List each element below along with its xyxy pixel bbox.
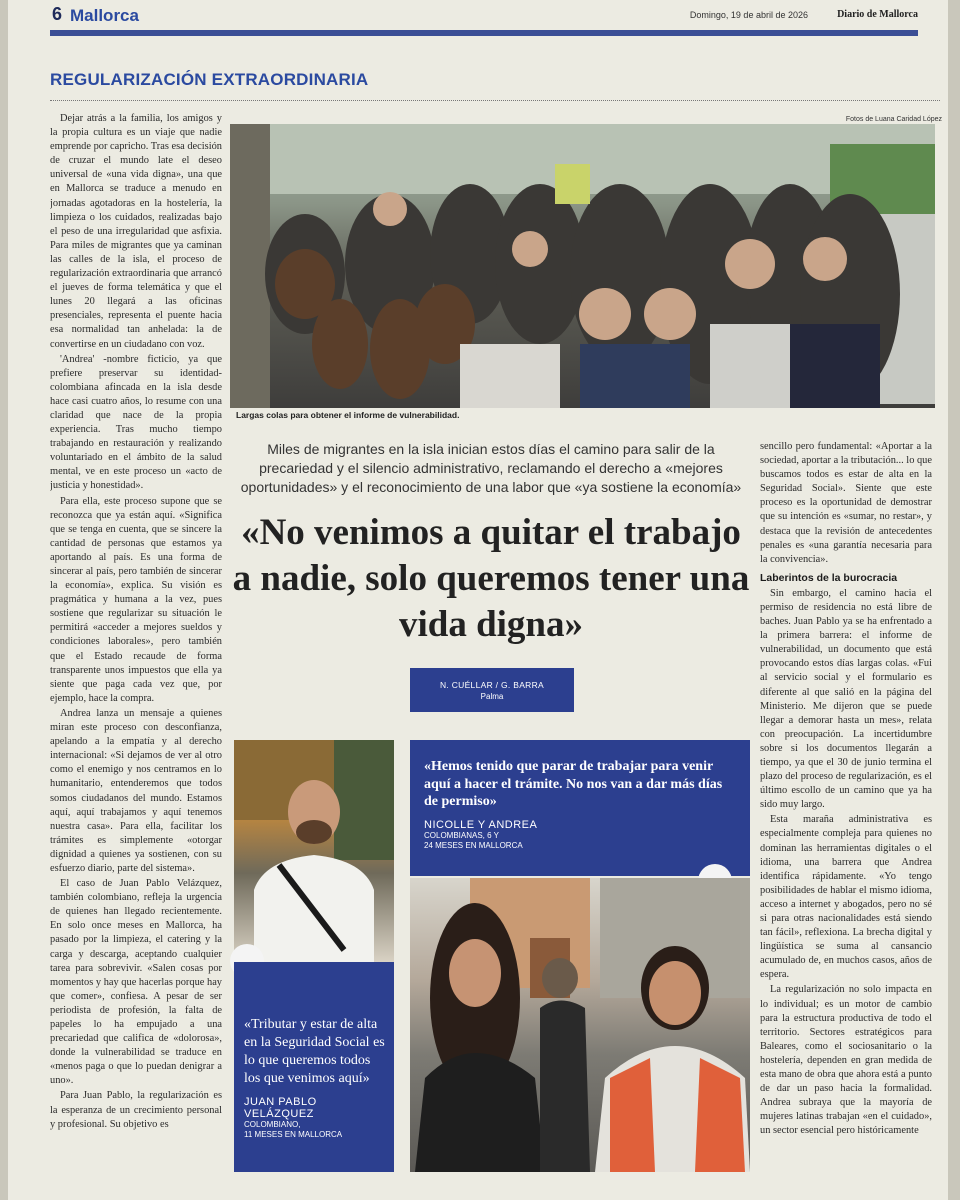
issue-date: Domingo, 19 de abril de 2026 [689, 10, 808, 20]
quote-text: «Tributar y estar de alta en la Seguridad Social es lo que queremos todos los que venimos aquí» [244, 1017, 385, 1086]
paragraph: El caso de Juan Pablo Velázquez, también colombiano, refleja la urgencia de quienes han llegado recientemente. En solo once meses en Mallorca, ha pasado por la limpieza, el catering y la carga y descarga, aceptando cualquier tarea para sobrevivir. «Salen cosas por momentos y hay que hacerlas porque hay que comer», confiesa. A pesar de ser periodista de profesión, la falta de papeles lo ha empujado a una precariedad que califica de «dolorosa», donde la vulnerabilidad se traduce en «menos paga o que lo puedan denigrar a uno». [50, 878, 222, 1087]
header-rule [50, 30, 918, 36]
paragraph: Andrea lanza un mensaje a quienes miran este proceso con desconfianza, apelando a la empatía y al derecho internacional: «Si dejamos de ver al otro como el enemigo y nos centramos en lo humanitario, entenderemos que todos somos ciudadanos del mundo. Estamos aquí, aquí trabajamos y aquí tenemos nuestra casa». Para ella, facilitar los trámites es simplemente «otorgar dignidad a quienes ya sostienen, con su esfuerzo diario, parte del sistema». [50, 707, 222, 874]
paragraph: sencillo pero fundamental: «Aportar a la sociedad, aportar a la tributación... lo que buscamos todos es estar de alta en la Seguridad Social». Siente que este proceso es la oportunidad de demostrar que su intención es «sumar, no restar», y destaca que la revisión de antecedentes penales es «una garantía necesaria para la convivencia». [760, 441, 932, 565]
dotted-divider [50, 100, 940, 101]
newspaper-page [8, 0, 948, 1200]
paragraph: Para Juan Pablo, la regularización es la esperanza de un crecimiento personal y profesional. Su objetivo es [50, 1090, 222, 1130]
quote-attribution-name: JUAN PABLO VELÁZQUEZ [244, 1096, 317, 1120]
left-column [50, 112, 222, 1172]
page-header [48, 4, 918, 26]
photo-caption: Largas colas para obtener el informe de vulnerabilidad. [236, 410, 460, 420]
standfirst: Miles de migrantes en la isla inician estos días el camino para salir de la precariedad y el silencio administrativo, reclamando el derecho a «mejores oportunidades» y el reconocimiento de una labor que «ya sostiene la economía» [240, 441, 742, 495]
quote-attribution-detail: 11 MESES EN MALLORCA [244, 1130, 343, 1139]
section-name: Mallorca [70, 6, 139, 25]
juan-pablo-photo [234, 740, 394, 962]
page-number: 6 [52, 4, 63, 24]
nicolle-andrea-photo [410, 878, 750, 1172]
queue-photo-illustration [230, 124, 935, 408]
masthead: Diario de Mallorca [837, 9, 918, 20]
section-kicker: REGULARIZACIÓN EXTRAORDINARIA [50, 70, 369, 89]
queue-photo [230, 124, 935, 408]
quote-attribution-detail: COLOMBIANAS, 6 Y [424, 830, 499, 840]
paragraph: Para ella, este proceso supone que se reconozca que ya están aquí. «Significa que se tenga en cuenta, que se sincere la cantidad de personas que estamos ya aportando al país. Es una forma de sincerar al país, pero también de sincerar la economía», explica. Su visión es pragmática y humana a la vez, pues sostiene que regularizar su situación le permitirá «acceder a mejores sueldos y condiciones laborales», pero también que el Estado recaude de forma transparente unos impuestos que ella ya siente que paga cada vez que, por ejemplo, hace la compra. [50, 495, 222, 704]
headline: «No venimos a quitar el trabajo a nadie, solo queremos tener una vida digna» [232, 512, 750, 645]
paragraph: 'Andrea' -nombre ficticio, ya que prefiere preservar su identidad- colombiana afincada en la isla desde hace casi cuatro años, lo resume con una claridad que nace de la propia experiencia. Tras mucho tiempo trabajando en restauración y realizando voluntariado en el ámbito de la salud mental, ve en este proceso un «acto de justicia y honestidad». [50, 353, 222, 492]
juan-pablo-illustration [234, 740, 394, 962]
byline-authors: N. CUÉLLAR / G. BARRA [439, 680, 545, 690]
photo-credit: Fotos de Luana Caridad López [845, 116, 942, 123]
paragraph: Sin embargo, el camino hacia el permiso de residencia no está libre de baches. Juan Pablo ya se ha enfrentado a la primera barrera: el informe de vulnerabilidad, un documento que está provocando estos días largas colas. «Fui al servicio social y el formulario es diferente al que salió en la página del Ministerio. Me dijeron que se puede llegar a demorar hasta un mes», relata con preocupación. La incertidumbre sobre si los documentos llegarán a tiempo, ya que el 30 de junio termina el plazo del proceso de regularización, es el último escollo de un camino que ya ha sido muy largo. [760, 587, 932, 811]
quote-attribution-detail: 24 MESES EN MALLORCA [424, 840, 523, 850]
nicolle-andrea-illustration [410, 878, 750, 1172]
byline-location: Palma [480, 692, 504, 701]
quote-attribution-detail: COLOMBIANO, [244, 1120, 301, 1129]
paragraph: Dejar atrás a la familia, los amigos y la propia cultura es un viaje que nadie emprende por capricho. Tras esa decisión de cruzar el mundo late el deseo universal de «una vida digna», una que en Mallorca se traduce a menudo en jornadas agotadoras en la hostelería, la limpieza o los cuidados, realizadas bajo el peso de una irregularidad que asfixia. Para miles de migrantes que ya caminan las calles de la isla, el proceso de regularización extraordinaria que arrancó el jueves de forma telemática y que el lunes 20 llegará a las oficinas presenciales, representa el puente hacia esa normalidad tan anhelada: la de convertirse en un ciudadano con voz. [50, 113, 222, 350]
right-column [760, 440, 932, 1175]
paragraph: La regularización no solo impacta en lo individual; es un motor de cambio para la estructura productiva de todo el territorio. Sectores estratégicos para Baleares, como el sociosanitario o la hostelería, dependen en gran medida de esta mano de obra que ahora está a punto de dar un paso hacia la formalidad. Andrea subraya que la mayoría de mujeres latinas trabajan «en el cuidado», un sector esencial pero históricamente [760, 984, 932, 1137]
quote-box-nicolle-andrea [410, 740, 750, 876]
quote-box-juan-pablo [234, 962, 394, 1172]
quote-text: «Hemos tenido que parar de trabajar para venir aquí a hacer el trámite. No nos van a dar más días de permiso» [424, 759, 723, 809]
paragraph: Esta maraña administrativa es especialmente compleja para quienes no dominan las herramientas digitales o el idioma, una barrera que Andrea identifica rápidamente. «Yo tengo posibilidades de hablar el mismo idioma, acceso a internet y abogados, pero no sé si para otras nacionalidades está siendo tan fácil», reflexiona. La brecha digital y lingüística se suma al cansancio acumulado de, en muchos casos, años de espera. [760, 814, 932, 981]
byline-box [410, 668, 574, 712]
quote-attribution-name: NICOLLE Y ANDREA [424, 818, 538, 831]
section-subhead: Laberintos de la burocracia [760, 571, 898, 584]
